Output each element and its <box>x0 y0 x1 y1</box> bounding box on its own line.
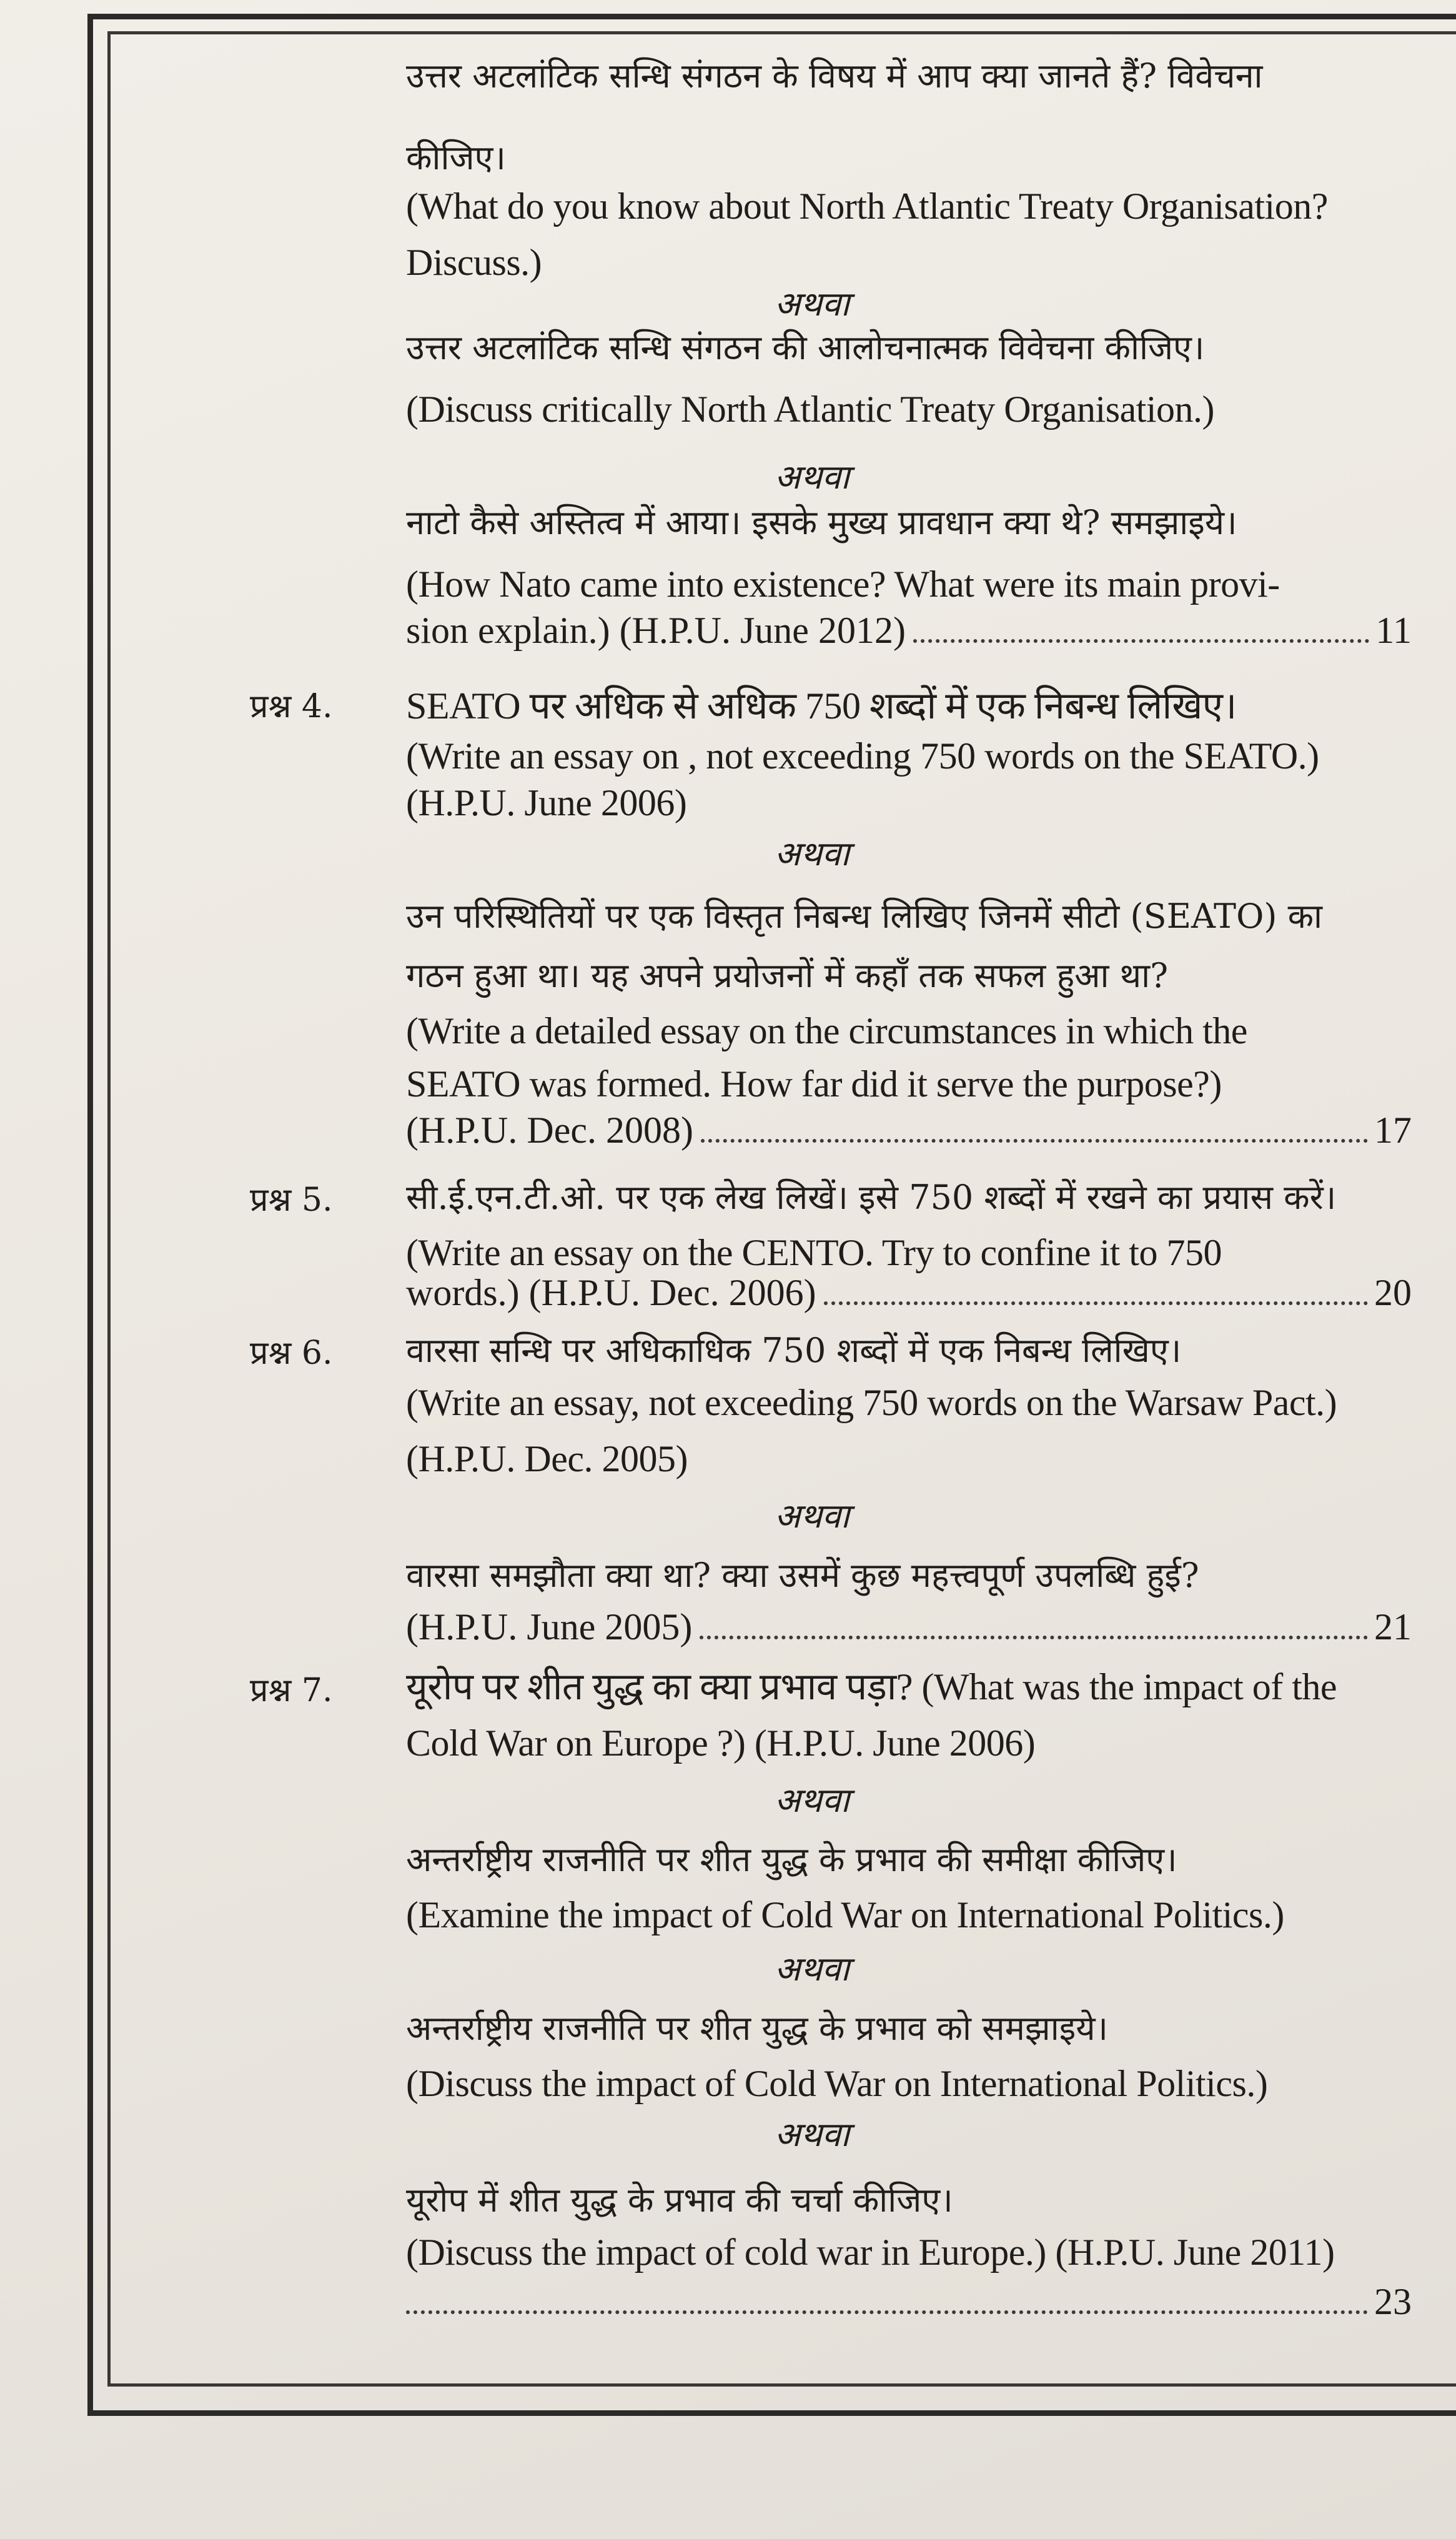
athva-separator: अथवा <box>775 457 849 497</box>
athva-separator: अथवा <box>775 1496 849 1536</box>
q4-line-2: (Write an essay on , not exceeding 750 words on the SEATO.) <box>406 735 1319 777</box>
q5-line-1: सी.ई.एन.टी.ओ. पर एक लेख लिखें। इसे 750 शब्दों में रखने का प्रयास करें। <box>406 1178 1337 1217</box>
q3-page-number: 11 <box>1375 610 1412 651</box>
q7-alt2-hindi: अन्तर्राष्ट्रीय राजनीति पर शीत युद्ध के प्रभाव को समझाइये। <box>406 2009 1109 2048</box>
q4-alt1-line-1: उन परिस्थितियों पर एक विस्तृत निबन्ध लिखिए जिनमें सीटो (SEATO) का <box>406 897 1323 936</box>
athva-separator: अथवा <box>775 284 849 324</box>
q4-alt1-line-2: गठन हुआ था। यह अपने प्रयोजनों में कहाँ तक सफल हुआ था? <box>406 956 1169 995</box>
q7-toc-entry[interactable] <box>406 2280 1412 2320</box>
q7-alt1-english: (Examine the impact of Cold War on International Politics.) <box>406 1894 1284 1935</box>
q4-toc-text: (H.P.U. Dec. 2008) <box>406 1110 693 1151</box>
q3-toc-entry[interactable] <box>406 609 1412 649</box>
q7-line-1: यूरोप पर शीत युद्ध का क्या प्रभाव पड़ा? (What was the impact of the <box>406 1666 1337 1707</box>
q6-page-number: 21 <box>1374 1606 1412 1647</box>
athva-separator: अथवा <box>775 1949 849 1989</box>
q7-alt3-english: (Discuss the impact of cold war in Europe.) (H.P.U. June 2011) <box>406 2232 1335 2273</box>
dot-leader <box>824 1301 1368 1305</box>
q3-alt2-hindi: नाटो कैसे अस्तित्व में आया। इसके मुख्य प्रावधान क्या थे? समझाइये। <box>406 503 1237 542</box>
q4-toc-entry[interactable] <box>406 1109 1412 1149</box>
q7-line-2: Cold War on Europe ?) (H.P.U. June 2006) <box>406 1722 1036 1764</box>
dot-leader <box>406 2310 1368 2314</box>
q3-alt2-english: (How Nato came into existence? What were its main provi- <box>406 564 1280 605</box>
q4-line-3: (H.P.U. June 2006) <box>406 782 687 823</box>
q3-hindi-line-2: कीजिए। <box>406 138 506 177</box>
q7-alt2-english: (Discuss the impact of Cold War on International Politics.) <box>406 2063 1268 2104</box>
q3-english-line-1: (What do you know about North Atlantic Treaty Organisation? <box>406 186 1328 227</box>
q4-label: प्रश्न 4. <box>250 688 333 725</box>
q5-line-2: (Write an essay on the CENTO. Try to confine it to 750 <box>406 1232 1222 1273</box>
q6-toc-text: (H.P.U. June 2005) <box>406 1606 693 1647</box>
q7-page-number: 23 <box>1374 2281 1412 2322</box>
athva-separator: अथवा <box>775 834 849 873</box>
q4-line-1: SEATO पर अधिक से अधिक 750 शब्दों में एक निबन्ध लिखिए। <box>406 685 1237 727</box>
q3-toc-text: sion explain.) (H.P.U. June 2012) <box>406 610 906 651</box>
dot-leader <box>700 1636 1368 1639</box>
q3-hindi-line-1: उत्तर अटलांटिक सन्धि संगठन के विषय में आप क्या जानते हैं? विवेचना <box>406 56 1263 96</box>
q7-alt1-hindi: अन्तर्राष्ट्रीय राजनीति पर शीत युद्ध के प्रभाव की समीक्षा कीजिए। <box>406 1840 1177 1879</box>
q7-label: प्रश्न 7. <box>250 1672 333 1709</box>
q6-alt1-line-1: वारसा समझौता क्या था? क्या उसमें कुछ महत्त्वपूर्ण उपलब्धि हुई? <box>406 1556 1199 1595</box>
q7-alt3-hindi: यूरोप में शीत युद्ध के प्रभाव की चर्चा कीजिए। <box>406 2180 953 2220</box>
q6-line-1: वारसा सन्धि पर अधिकाधिक 750 शब्दों में एक निबन्ध लिखिए। <box>406 1331 1182 1370</box>
dot-leader <box>701 1139 1368 1143</box>
q5-toc-text: words.) (H.P.U. Dec. 2006) <box>406 1272 816 1313</box>
q3-alt1-hindi: उत्तर अटलांटिक सन्धि संगठन की आलोचनात्मक विवेचना कीजिए। <box>406 328 1205 367</box>
q5-toc-entry[interactable] <box>406 1271 1412 1311</box>
q5-label: प्रश्न 5. <box>250 1181 333 1219</box>
q4-page-number: 17 <box>1374 1110 1412 1151</box>
q3-english-line-2: Discuss.) <box>406 242 542 283</box>
q6-line-3: (H.P.U. Dec. 2005) <box>406 1438 688 1479</box>
q6-label: प्रश्न 6. <box>250 1334 333 1372</box>
q5-page-number: 20 <box>1374 1272 1412 1313</box>
dot-leader <box>913 639 1369 643</box>
q3-alt1-english: (Discuss critically North Atlantic Treaty Organisation.) <box>406 389 1215 430</box>
athva-separator: अथवा <box>775 1781 849 1820</box>
athva-separator: अथवा <box>775 2115 849 2154</box>
q4-alt1-line-3: (Write a detailed essay on the circumstances in which the <box>406 1010 1247 1051</box>
q6-line-2: (Write an essay, not exceeding 750 words on the Warsaw Pact.) <box>406 1382 1337 1423</box>
q4-alt1-line-4: SEATO was formed. How far did it serve the purpose?) <box>406 1063 1222 1105</box>
q6-toc-entry[interactable] <box>406 1606 1412 1646</box>
